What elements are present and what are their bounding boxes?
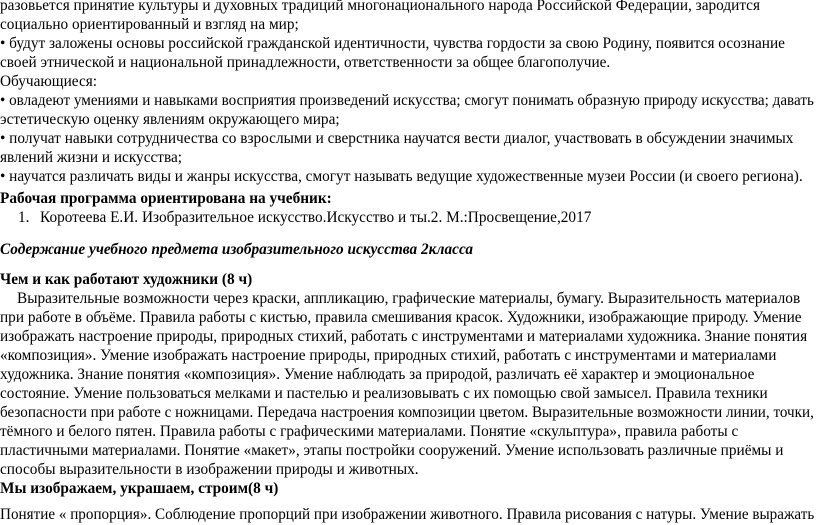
section1-line: тёмного и белого пятен. Правила работы с графическими материалами. Понятие «скульптура», правила работы с <box>0 423 739 440</box>
section1-line: изображать настроение природы, природных стихий, работать с инструментами и материалами художника. Знание понятия <box>0 328 808 345</box>
section1-line: безопасности при работе с ножницами. Передача настроения композиции цветом. Выразительные возможности линии, точки, <box>0 404 814 421</box>
section1-line: состояние. Умение пользоваться мелками и пастелью и реализовывать с их помощью свой замысел. Правила техники <box>0 385 768 402</box>
section1-line: художника. Знание понятия «композиция». Умение наблюдать за природой, различать её характер и эмоциональное <box>0 366 755 383</box>
section2-line: Понятие « пропорция». Соблюдение пропорций при изображении животного. Правила рисования с натуры. Умение выражать <box>0 506 815 523</box>
textbook-item-text: Коротеева Е.И. Изобразительное искусство.Искусство и ты.2. М.:Просвещение,2017 <box>40 209 592 226</box>
content-heading: Содержание учебного предмета изобразительного искусства 2класса <box>0 241 474 258</box>
body-line: своей этнической и национальной принадлежности, ответственности за общее благополучие. <box>0 54 611 71</box>
bullet-line: • получат навыки сотрудничества со взрослыми и сверстника научатся вести диалог, участвовать в обсуждении значимых <box>0 130 794 147</box>
body-line: разовьется принятие культуры и духовных традиций многонационального народа Российской Федерации, зародится <box>0 0 761 14</box>
section1-line: Выразительные возможности через краски, аппликацию, графические материалы, бумагу. Выразительность материалов <box>17 290 801 307</box>
section1-line: пластичными материалами. Понятие «макет», этапы постройки сооружений. Умение использовать различные приёмы и <box>0 442 784 459</box>
section1-heading: Чем и как работают художники (8 ч) <box>0 271 253 288</box>
textbook-heading: Рабочая программа ориентирована на учебник: <box>0 190 332 207</box>
body-line: социально ориентированный и взгляд на мир; <box>0 16 299 33</box>
section1-line: при работе в объёме. Правила работы с кистью, правила смешивания красок. Художники, изображающие природу. Умение <box>0 309 802 326</box>
bullet-line: • будут заложены основы российской гражданской идентичности, чувства гордости за свою Родину, появится осознание <box>0 35 785 52</box>
body-line: Обучающиеся: <box>0 73 98 90</box>
textbook-item-number: 1. <box>18 209 30 226</box>
section1-line: способы выразительности в изображении природы и животных. <box>0 461 419 478</box>
section1-line: «композиция». Умение изображать настроение природы, природных стихий, работать с инструментами и материалами <box>0 347 777 364</box>
body-line: эстетическую оценку явлениям окружающего мира; <box>0 111 340 128</box>
bullet-line: • овладеют умениями и навыками восприятия произведений искусства; смогут понимать образную природу искусства; давать <box>0 92 814 109</box>
section2-heading: Мы изображаем, украшаем, строим(8 ч) <box>0 480 279 497</box>
body-line: явлений жизни и искусства; <box>0 149 183 166</box>
bullet-line: • научатся различать виды и жанры искусства, смогут называть ведущие художественные музеи России (и своего региона). <box>0 168 803 185</box>
